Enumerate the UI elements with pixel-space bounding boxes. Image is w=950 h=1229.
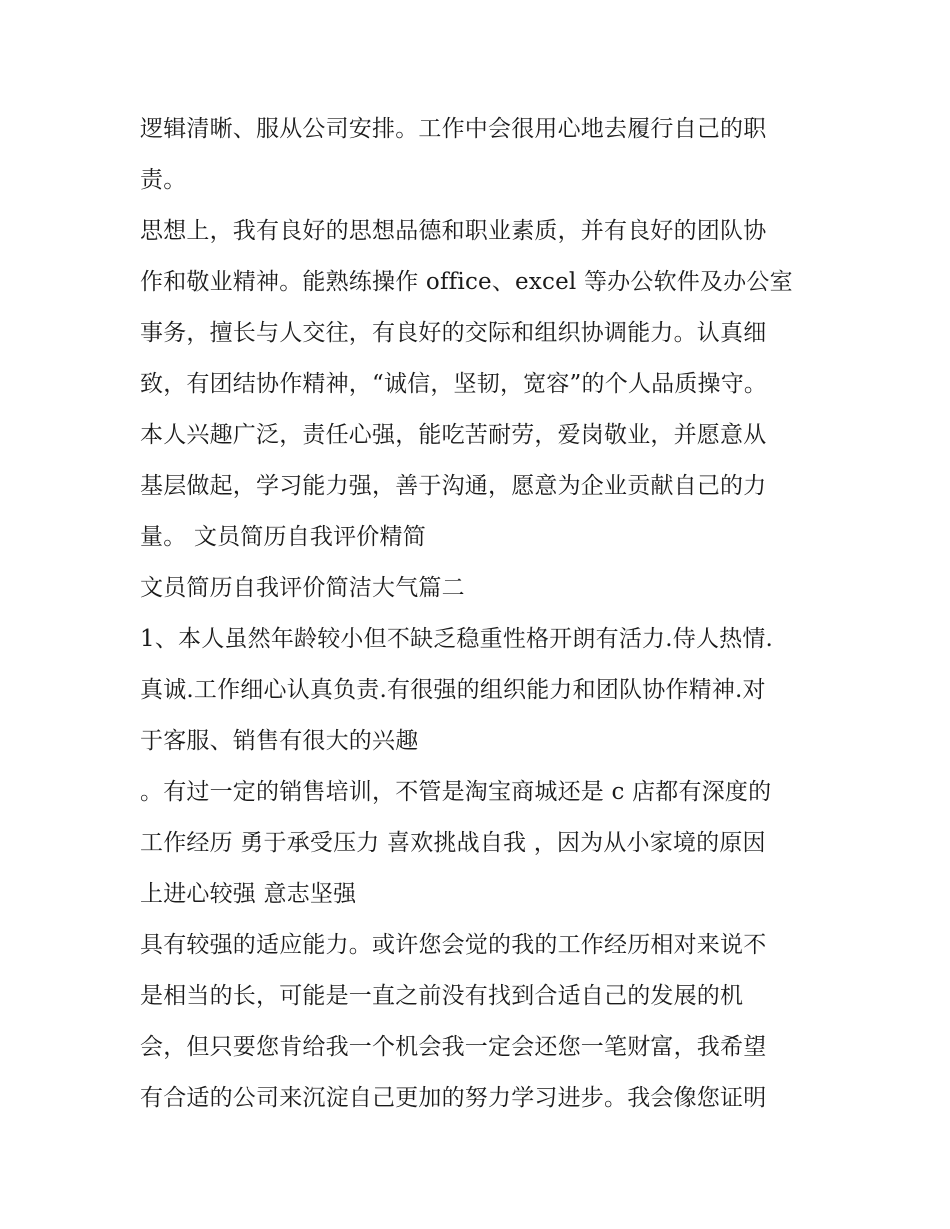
text-line: 于客服、销售有很大的兴趣 [140,728,419,754]
text-line: 致，有团结协作精神，“诚信，坚韧，宽容”的个人品质操守。 [140,371,768,397]
text-line: 量。 文员简历自我评价精简 [140,524,426,550]
text-line: 上进心较强 意志坚强 [140,881,357,907]
text-line: 有合适的公司来沉淀自己更加的努力学习进步。我会像您证明 [140,1085,767,1111]
text-line: 具有较强的适应能力。或许您会觉的我的工作经历相对来说不 [140,932,767,958]
text-line: 工作经历 勇于承受压力 喜欢挑战自我 ，因为从小家境的原因 [140,830,766,856]
text-line: 是相当的长，可能是一直之前没有找到合适自己的发展的机 [140,983,744,1009]
text-line: 。有过一定的销售培训，不管是淘宝商城还是 c 店都有深度的 [140,779,772,805]
text-line: 基层做起，学习能力强，善于沟通，愿意为企业贡献自己的力 [140,473,767,499]
text-line: 责。 [140,167,187,193]
document-body [140,104,820,1124]
text-line: 本人兴趣广泛，责任心强，能吃苦耐劳，爱岗敬业，并愿意从 [140,422,767,448]
text-line: 思想上，我有良好的思想品德和职业素质，并有良好的团队协 [140,218,767,244]
text-line: 1、本人虽然年龄较小但不缺乏稳重性格开朗有活力.侍人热情. [140,626,774,652]
section-heading: 文员简历自我评价简洁大气篇二 [140,575,465,601]
text-line: 作和敬业精神。能熟练操作 office、excel 等办公软件及办公室 [140,269,793,295]
text-line: 事务，擅长与人交往，有良好的交际和组织协调能力。认真细 [140,320,767,346]
text-line: 真诚.工作细心认真负责.有很强的组织能力和团队协作精神.对 [140,677,766,703]
text-line: 逻辑清晰、服从公司安排。工作中会很用心地去履行自己的职 [140,116,767,142]
text-line: 会，但只要您肯给我一个机会我一定会还您一笔财富，我希望 [140,1034,767,1060]
